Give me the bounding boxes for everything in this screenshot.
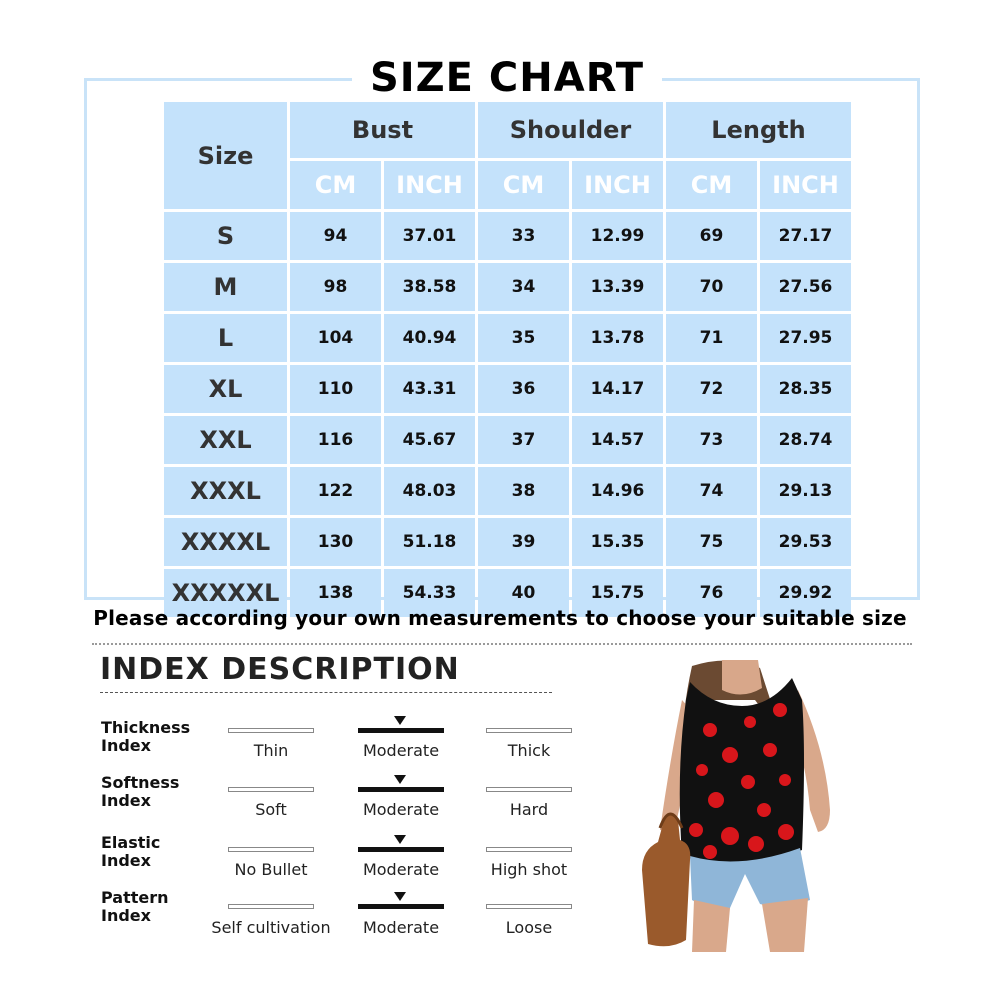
table-cell: 74 xyxy=(666,467,757,515)
table-cell: 38.58 xyxy=(384,263,475,311)
table-cell: 27.17 xyxy=(760,212,851,260)
table-cell: 116 xyxy=(290,416,381,464)
table-cell: 27.56 xyxy=(760,263,851,311)
table-cell: 14.17 xyxy=(572,365,663,413)
index-label-line: Index xyxy=(101,851,151,870)
option-moderate: Moderate xyxy=(362,918,440,937)
index-title-rule xyxy=(100,692,552,693)
option-moderate: Moderate xyxy=(362,860,440,879)
thick-bar xyxy=(486,728,572,733)
table-cell: 37 xyxy=(478,416,569,464)
index-label-line: Index xyxy=(101,736,151,755)
table-cell: 14.96 xyxy=(572,467,663,515)
option-loose: Loose xyxy=(505,918,553,937)
index-label-line: Index xyxy=(101,791,151,810)
table-cell: 27.95 xyxy=(760,314,851,362)
row-size: XL xyxy=(164,365,287,413)
row-size: XXXXL xyxy=(164,518,287,566)
unit-header: CM xyxy=(290,161,381,209)
table-cell: 45.67 xyxy=(384,416,475,464)
hard-bar xyxy=(486,787,572,792)
index-label-line: Index xyxy=(101,906,151,925)
table-cell: 48.03 xyxy=(384,467,475,515)
size-chart-title: SIZE CHART xyxy=(352,56,662,100)
table-cell: 15.35 xyxy=(572,518,663,566)
table-cell: 13.39 xyxy=(572,263,663,311)
unit-header: INCH xyxy=(384,161,475,209)
option-self-cultivation: Self cultivation xyxy=(211,918,331,937)
table-cell: 38 xyxy=(478,467,569,515)
table-cell: 110 xyxy=(290,365,381,413)
table-cell: 33 xyxy=(478,212,569,260)
unit-header: CM xyxy=(666,161,757,209)
table-cell: 43.31 xyxy=(384,365,475,413)
table-cell: 28.74 xyxy=(760,416,851,464)
no-bullet-bar xyxy=(228,847,314,852)
high-shot-bar xyxy=(486,847,572,852)
selected-marker-icon xyxy=(394,716,406,725)
table-cell: 37.01 xyxy=(384,212,475,260)
right-leg xyxy=(762,898,808,952)
table-cell: 34 xyxy=(478,263,569,311)
table-cell: 54.33 xyxy=(384,569,475,617)
row-size: M xyxy=(164,263,287,311)
table-cell: 28.35 xyxy=(760,365,851,413)
thin-bar xyxy=(228,728,314,733)
index-label-line: Elastic xyxy=(101,833,161,852)
index-label-line: Softness xyxy=(101,773,180,792)
table-cell: 72 xyxy=(666,365,757,413)
table-cell: 36 xyxy=(478,365,569,413)
selected-marker-icon xyxy=(394,775,406,784)
table-cell: 104 xyxy=(290,314,381,362)
moderate-bar xyxy=(358,728,444,733)
option-high-shot: High shot xyxy=(490,860,568,879)
index-label-line: Thickness xyxy=(101,718,191,737)
soft-bar xyxy=(228,787,314,792)
table-cell: 73 xyxy=(666,416,757,464)
unit-header: CM xyxy=(478,161,569,209)
selected-marker-icon xyxy=(394,892,406,901)
elastic-index-label xyxy=(101,834,160,870)
row-size: XXXL xyxy=(164,467,287,515)
table-cell: 29.92 xyxy=(760,569,851,617)
row-size: S xyxy=(164,212,287,260)
table-cell: 35 xyxy=(478,314,569,362)
table-cell: 51.18 xyxy=(384,518,475,566)
table-cell: 29.13 xyxy=(760,467,851,515)
table-cell: 76 xyxy=(666,569,757,617)
table-cell: 15.75 xyxy=(572,569,663,617)
pattern-index-label xyxy=(101,889,169,925)
row-size: L xyxy=(164,314,287,362)
index-label-line: Pattern xyxy=(101,888,169,907)
size-table xyxy=(164,102,851,617)
thickness-index-label xyxy=(101,719,190,755)
table-cell: 71 xyxy=(666,314,757,362)
option-no-bullet: No Bullet xyxy=(234,860,308,879)
table-cell: 14.57 xyxy=(572,416,663,464)
table-cell: 13.78 xyxy=(572,314,663,362)
table-cell: 69 xyxy=(666,212,757,260)
shoulder-header: Shoulder xyxy=(478,102,663,158)
unit-header: INCH xyxy=(572,161,663,209)
table-cell: 98 xyxy=(290,263,381,311)
dotted-divider xyxy=(92,643,912,645)
table-cell: 75 xyxy=(666,518,757,566)
skin-neck xyxy=(722,660,762,695)
option-hard: Hard xyxy=(509,800,549,819)
index-title: INDEX DESCRIPTION xyxy=(100,652,460,687)
selected-marker-icon xyxy=(394,835,406,844)
option-moderate: Moderate xyxy=(362,741,440,760)
product-photo xyxy=(630,660,850,952)
left-leg xyxy=(692,900,730,952)
moderate-bar xyxy=(358,787,444,792)
option-moderate: Moderate xyxy=(362,800,440,819)
loose-bar xyxy=(486,904,572,909)
table-cell: 40.94 xyxy=(384,314,475,362)
option-thin: Thin xyxy=(253,741,289,760)
table-cell: 29.53 xyxy=(760,518,851,566)
table-cell: 12.99 xyxy=(572,212,663,260)
table-cell: 40 xyxy=(478,569,569,617)
table-cell: 122 xyxy=(290,467,381,515)
length-header: Length xyxy=(666,102,851,158)
softness-index-label xyxy=(101,774,179,810)
row-size: XXL xyxy=(164,416,287,464)
size-header: Size xyxy=(164,102,287,209)
bust-header: Bust xyxy=(290,102,475,158)
row-size: XXXXXL xyxy=(164,569,287,617)
measurement-note: Please according your own measurements to choose your suitable size xyxy=(93,606,907,630)
table-cell: 70 xyxy=(666,263,757,311)
moderate-bar xyxy=(358,847,444,852)
table-cell: 138 xyxy=(290,569,381,617)
self-cultivation-bar xyxy=(228,904,314,909)
option-soft: Soft xyxy=(255,800,287,819)
option-thick: Thick xyxy=(507,741,551,760)
moderate-bar xyxy=(358,904,444,909)
unit-header: INCH xyxy=(760,161,851,209)
table-cell: 130 xyxy=(290,518,381,566)
table-cell: 94 xyxy=(290,212,381,260)
table-cell: 39 xyxy=(478,518,569,566)
